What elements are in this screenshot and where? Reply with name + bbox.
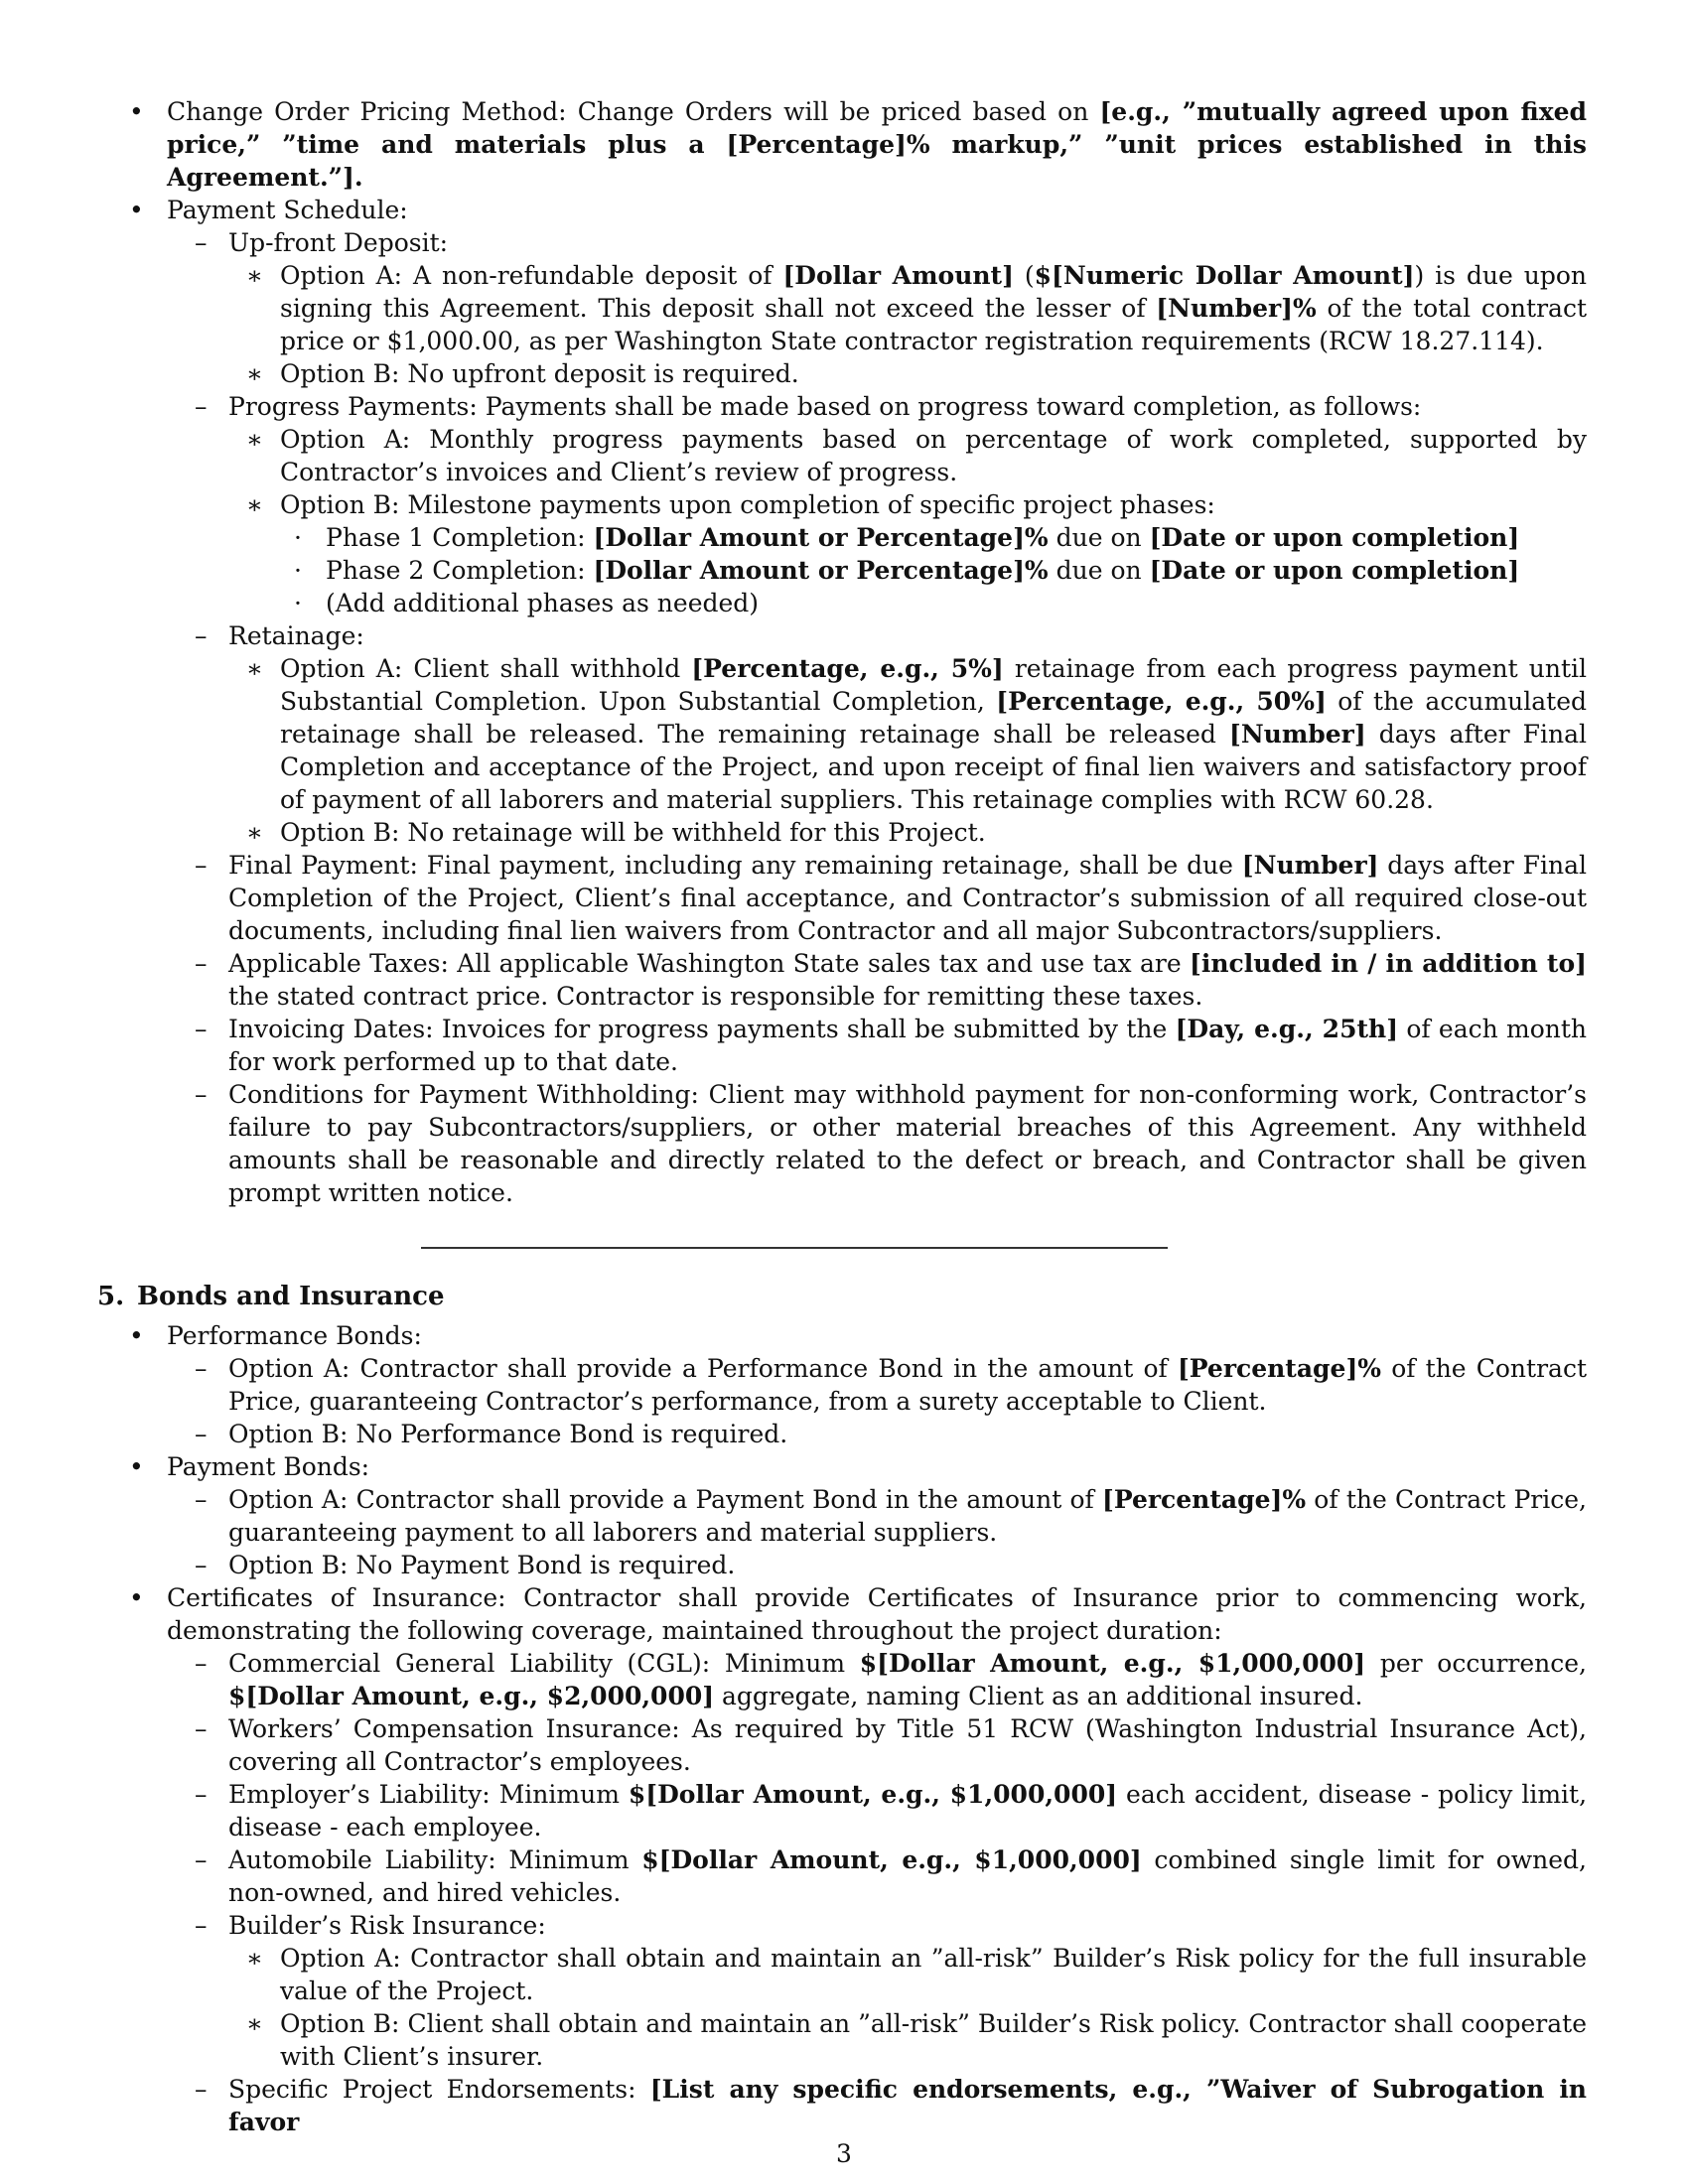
bullet-marker: • [129,1321,144,1350]
payment-withholding-item [97,1078,1587,1209]
deposit-option-a-text-1: Option A: A non-refundable deposit of [280,261,783,290]
deposit-option-a [97,259,1587,357]
retainage-label: Retainage: [228,621,364,650]
retainage-option-b [97,816,1587,849]
performance-option-b-text: Option B: No Performance Bond is required. [228,1420,788,1448]
dash-marker: – [195,1845,208,1874]
change-order-placeholder: [e.g., ”mutually agreed upon fixed price,” ”time and materials plus a [Percentage]% markup,” ”unit prices established in this Agreement.”]. [167,97,1587,192]
add-phases-item [97,587,1587,619]
payment-schedule-item [97,194,1587,226]
deposit-option-b [97,357,1587,390]
dash-marker: – [195,1015,208,1043]
retainage-option-b-text: Option B: No retainage will be withheld for this Project. [280,818,986,847]
dash-marker: – [195,1649,208,1678]
final-payment-text-2: days after Final Completion of the Project, Client’s final acceptance, and Contractor’s submission of all required close-out documents, including final lien waivers from Contractor and all major Subcontractors/suppliers. [228,851,1587,945]
progress-option-b [97,488,1587,521]
page-number: 3 [836,2139,852,2168]
deposit-option-a-text-4: of the total contract price or $1,000.00, as per Washington State contractor registration requirements (RCW 18.27.114). [280,294,1587,355]
progress-option-a-text: Option A: Monthly progress payments based on percentage of work completed, supported by Contractor’s invoices and Client’s review of progress. [280,425,1587,486]
retainage-option-a-text-3: of the accumulated retainage shall be released. The remaining retainage shall be released [280,687,1587,749]
taxes-text-2: the stated contract price. Contractor is responsible for remitting these taxes. [228,982,1203,1011]
performance-option-a [97,1352,1587,1418]
payment-bond-percentage: [Percentage]% [1102,1485,1307,1514]
final-payment-item [97,849,1587,947]
payment-bond-option-a [97,1483,1587,1549]
dash-marker: – [195,2075,208,2104]
retainage-item [97,619,1587,652]
star-marker: ∗ [246,425,263,454]
bullet-marker: • [129,196,144,224]
cgl-text-2: per occurrence, [1365,1649,1587,1678]
dash-marker: – [195,1780,208,1809]
builders-risk-option-a [97,1942,1587,2007]
deposit-option-b-text: Option B: No upfront deposit is required. [280,359,799,388]
deposit-option-a-text-3: ) is due upon signing this Agreement. This deposit shall not exceed the lesser of [280,261,1588,323]
payment-bond-option-a-text-2: of the Contract Price, guaranteeing payment to all laborers and material suppliers. [228,1485,1587,1547]
phase-1-date: [Date or upon completion] [1149,523,1520,552]
employers-text-2: each accident, disease - policy limit, disease - each employee. [228,1780,1588,1842]
dash-marker: – [195,392,208,421]
auto-text-1: Automobile Liability: Minimum [228,1845,642,1874]
retainage-option-a-text-1: Option A: Client shall withhold [280,654,692,683]
final-payment-days: [Number] [1241,851,1379,880]
phase-2-amount: [Dollar Amount or Percentage]% [593,556,1049,585]
section-title: Bonds and Insurance [137,1282,445,1311]
phase-1-amount: [Dollar Amount or Percentage]% [593,523,1049,552]
star-marker: ∗ [246,654,263,683]
dash-marker: – [195,1080,208,1109]
cgl-text-1: Commercial General Liability (CGL): Minimum [228,1649,860,1678]
auto-amount: $[Dollar Amount, e.g., $1,000,000] [641,1845,1142,1874]
workers-comp-item [97,1712,1587,1778]
deposit-number-percent: [Number]% [1156,294,1317,323]
builders-risk-option-a-text: Option A: Contractor shall obtain and maintain an ”all-risk” Builder’s Risk policy for the full insurable value of the Project. [280,1944,1587,2005]
performance-option-a-text-2: of the Contract Price, guaranteeing Contractor’s performance, from a surety acceptable to Client. [228,1354,1587,1416]
section-5-heading [97,1281,1587,1313]
certificates-of-insurance-item [97,1581,1587,1647]
deposit-numeric-amount: $[Numeric Dollar Amount] [1034,261,1415,290]
payment-bond-option-b [97,1549,1587,1581]
builders-risk-option-b-text: Option B: Client shall obtain and maintain an ”all-risk” Builder’s Risk policy. Contractor shall cooperate with Client’s insurer. [280,2009,1587,2071]
change-order-label: Change Order Pricing Method: Change Orders will be priced based on [167,97,1100,126]
performance-option-b [97,1418,1587,1450]
builders-risk-label: Builder’s Risk Insurance: [228,1911,546,1940]
bullet-marker: • [129,1452,144,1481]
invoicing-text-1: Invoicing Dates: Invoices for progress payments shall be submitted by the [228,1015,1176,1043]
dot-marker: · [294,523,302,552]
applicable-taxes-item [97,947,1587,1013]
invoicing-dates-item [97,1013,1587,1078]
endorsements-item [97,2073,1587,2138]
cgl-item [97,1647,1587,1712]
dash-marker: – [195,621,208,650]
endorsements-placeholder: [List any specific endorsements, e.g., ”Waiver of Subrogation in favor [228,2075,1587,2136]
employers-liability-item [97,1778,1587,1843]
deposit-dollar-amount: [Dollar Amount] [782,261,1014,290]
progress-option-a [97,423,1587,488]
star-marker: ∗ [246,2009,263,2038]
phase-2-item [97,554,1587,587]
section-number: 5. [97,1282,125,1311]
add-phases-text: (Add additional phases as needed) [326,589,760,617]
star-marker: ∗ [246,359,263,388]
retainage-percentage: [Percentage, e.g., 5%] [691,654,1004,683]
progress-payments-label: Progress Payments: Payments shall be made based on progress toward completion, as follows: [228,392,1422,421]
phase-1-due: due on [1048,523,1150,552]
section-divider [421,1247,1168,1249]
payment-schedule-label: Payment Schedule: [167,196,408,224]
withholding-text: Conditions for Payment Withholding: Client may withhold payment for non-conforming work, Contractor’s failure to pay Subcontractors/suppliers, or other material breaches of this Agreement. Any withheld amounts shall be reasonable and directly related to the defect or breach, and Contractor shall be given prompt written notice. [228,1080,1587,1207]
invoicing-day: [Day, e.g., 25th] [1175,1015,1399,1043]
workers-comp-text: Workers’ Compensation Insurance: As required by Title 51 RCW (Washington Industrial Insurance Act), covering all Contractor’s employees. [228,1714,1587,1776]
phase-2-label: Phase 2 Completion: [326,556,594,585]
bullet-marker: • [129,1583,144,1612]
dash-marker: – [195,228,208,257]
taxes-inclusion: [included in / in addition to] [1190,949,1587,978]
phase-1-item [97,521,1587,554]
change-order-pricing-item [97,95,1587,194]
payment-bonds-item [97,1450,1587,1483]
dash-marker: – [195,1354,208,1383]
upfront-deposit-item [97,226,1587,259]
star-marker: ∗ [246,818,263,847]
payment-bond-option-b-text: Option B: No Payment Bond is required. [228,1551,736,1579]
performance-bonds-item [97,1319,1587,1352]
cgl-text-3: aggregate, naming Client as an additional insured. [714,1682,1363,1710]
builders-risk-option-b [97,2007,1587,2073]
automobile-liability-item [97,1843,1587,1909]
bullet-marker: • [129,97,144,126]
endorsements-text: Specific Project Endorsements: [228,2075,650,2104]
star-marker: ∗ [246,490,263,519]
upfront-deposit-label: Up-front Deposit: [228,228,449,257]
dash-marker: – [195,1714,208,1743]
progress-option-b-text: Option B: Milestone payments upon completion of specific project phases: [280,490,1215,519]
retainage-option-a-text-2: retainage from each progress payment until Substantial Completion. Upon Substantial Completion, [280,654,1587,716]
dash-marker: – [195,1551,208,1579]
retainage-option-a-text-4: days after Final Completion and acceptance of the Project, and upon receipt of final lien waivers and satisfactory proof of payment of all laborers and material suppliers. This retainage complies with RCW 60.28. [280,720,1587,814]
dot-marker: · [294,589,302,617]
dot-marker: · [294,556,302,585]
employers-amount: $[Dollar Amount, e.g., $1,000,000] [628,1780,1118,1809]
certificates-label: Certificates of Insurance: Contractor shall provide Certificates of Insurance prior to commencing work, demonstrating the following coverage, maintained throughout the project duration: [167,1583,1587,1645]
dash-marker: – [195,949,208,978]
payment-bond-option-a-text-1: Option A: Contractor shall provide a Payment Bond in the amount of [228,1485,1103,1514]
star-marker: ∗ [246,261,263,290]
taxes-text-1: Applicable Taxes: All applicable Washington State sales tax and use tax are [228,949,1191,978]
invoicing-text-2: of each month for work performed up to that date. [228,1015,1587,1076]
phase-2-due: due on [1048,556,1150,585]
retainage-days: [Number] [1228,720,1366,749]
page-content [97,95,1587,2138]
cgl-per-occurrence: $[Dollar Amount, e.g., $1,000,000] [859,1649,1366,1678]
performance-bonds-label: Performance Bonds: [167,1321,422,1350]
builders-risk-item [97,1909,1587,1942]
performance-percentage: [Percentage]% [1177,1354,1382,1383]
deposit-option-a-text-2: ( [1013,261,1035,290]
final-payment-text-1: Final Payment: Final payment, including any remaining retainage, shall be due [228,851,1242,880]
progress-payments-item [97,390,1587,423]
dash-marker: – [195,1420,208,1448]
cgl-aggregate: $[Dollar Amount, e.g., $2,000,000] [228,1682,715,1710]
employers-text-1: Employer’s Liability: Minimum [228,1780,629,1809]
dash-marker: – [195,1485,208,1514]
dash-marker: – [195,851,208,880]
phase-2-date: [Date or upon completion] [1149,556,1520,585]
retainage-release-percentage: [Percentage, e.g., 50%] [996,687,1327,716]
phase-1-label: Phase 1 Completion: [326,523,594,552]
auto-text-2: combined single limit for owned, non-owned, and hired vehicles. [228,1845,1588,1907]
performance-option-a-text-1: Option A: Contractor shall provide a Performance Bond in the amount of [228,1354,1178,1383]
retainage-option-a [97,652,1587,816]
star-marker: ∗ [246,1944,263,1973]
dash-marker: – [195,1911,208,1940]
payment-bonds-label: Payment Bonds: [167,1452,370,1481]
